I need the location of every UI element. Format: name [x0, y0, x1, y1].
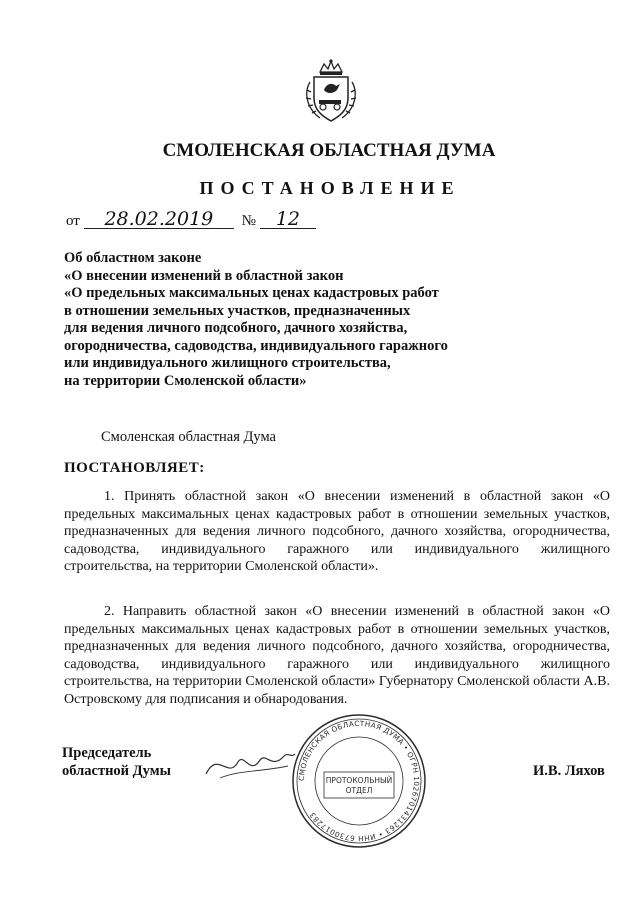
number-prefix: №	[241, 213, 256, 229]
subject-line: в отношении земельных участков, предназначенных	[64, 302, 411, 319]
preamble-text: Смоленская областная Дума	[101, 429, 276, 445]
date-number-line	[62, 210, 316, 230]
official-seal-stamp	[290, 712, 428, 850]
subject-line: или индивидуального жилищного строительства,	[64, 355, 391, 371]
resolution-paragraph-1: 1. Принять областной закон «О внесении изменений в областной закон «О предельных максимальных ценах кадастровых работ в отношении земельных участков, предназначенных для ведения личного подсобного, дачного хозяйства, огородничества, садоводства, индивидуального гаражного или индивидуального жилищного строительства, на территории Смоленской области».	[64, 489, 610, 574]
signer-role-line: областной Думы	[62, 763, 171, 779]
signer-role-line: Председатель	[62, 745, 152, 761]
date-prefix: от	[66, 213, 80, 229]
organization-title: СМОЛЕНСКАЯ ОБЛАСТНАЯ ДУМА	[162, 140, 496, 161]
stamp-center-text: ОТДЕЛ	[345, 786, 373, 795]
resolution-subject	[64, 250, 448, 390]
resolves-heading: ПОСТАНОВЛЯЕТ:	[64, 460, 205, 476]
handwritten-date: 28.02.2019	[84, 210, 234, 229]
subject-line: «О предельных максимальных ценах кадастровых работ	[64, 285, 439, 301]
smolensk-coat-of-arms-emblem	[300, 58, 362, 124]
handwritten-number: 12	[260, 210, 316, 229]
subject-line: Об областном законе	[64, 250, 202, 266]
subject-line: огородничества, садоводства, индивидуального гаражного	[64, 337, 448, 354]
subject-line: для ведения личного подсобного, дачного хозяйства,	[64, 320, 408, 336]
stamp-center-text: ПРОТОКОЛЬНЫЙ	[325, 776, 393, 785]
signer-name: И.В. Ляхов	[533, 763, 605, 779]
subject-line: на территории Смоленской области»	[64, 372, 307, 389]
subject-line: «О внесении изменений в областной закон	[64, 267, 344, 284]
document-type-heading: ПОСТАНОВЛЕНИЕ	[199, 178, 461, 198]
stamp-ring-text: СМОЛЕНСКАЯ ОБЛАСТНАЯ ДУМА • ОГРН 1026701431263 • ИНН 6730017283	[296, 718, 422, 844]
resolution-paragraph-2: 2. Направить областной закон «О внесении изменений в областной закон «О предельных максимальных ценах кадастровых работ в отношении земельных участков, предназначенных для ведения личного подсобного, дачного хозяйства, огородничества, садоводства, индивидуального гаражного или индивидуального жилищного строительства, на территории Смоленской области» Губернатору Смоленской области А.В. Островскому для подписания и обнародования.	[64, 604, 610, 707]
signer-position	[62, 744, 171, 780]
handwritten-signature	[200, 740, 300, 790]
